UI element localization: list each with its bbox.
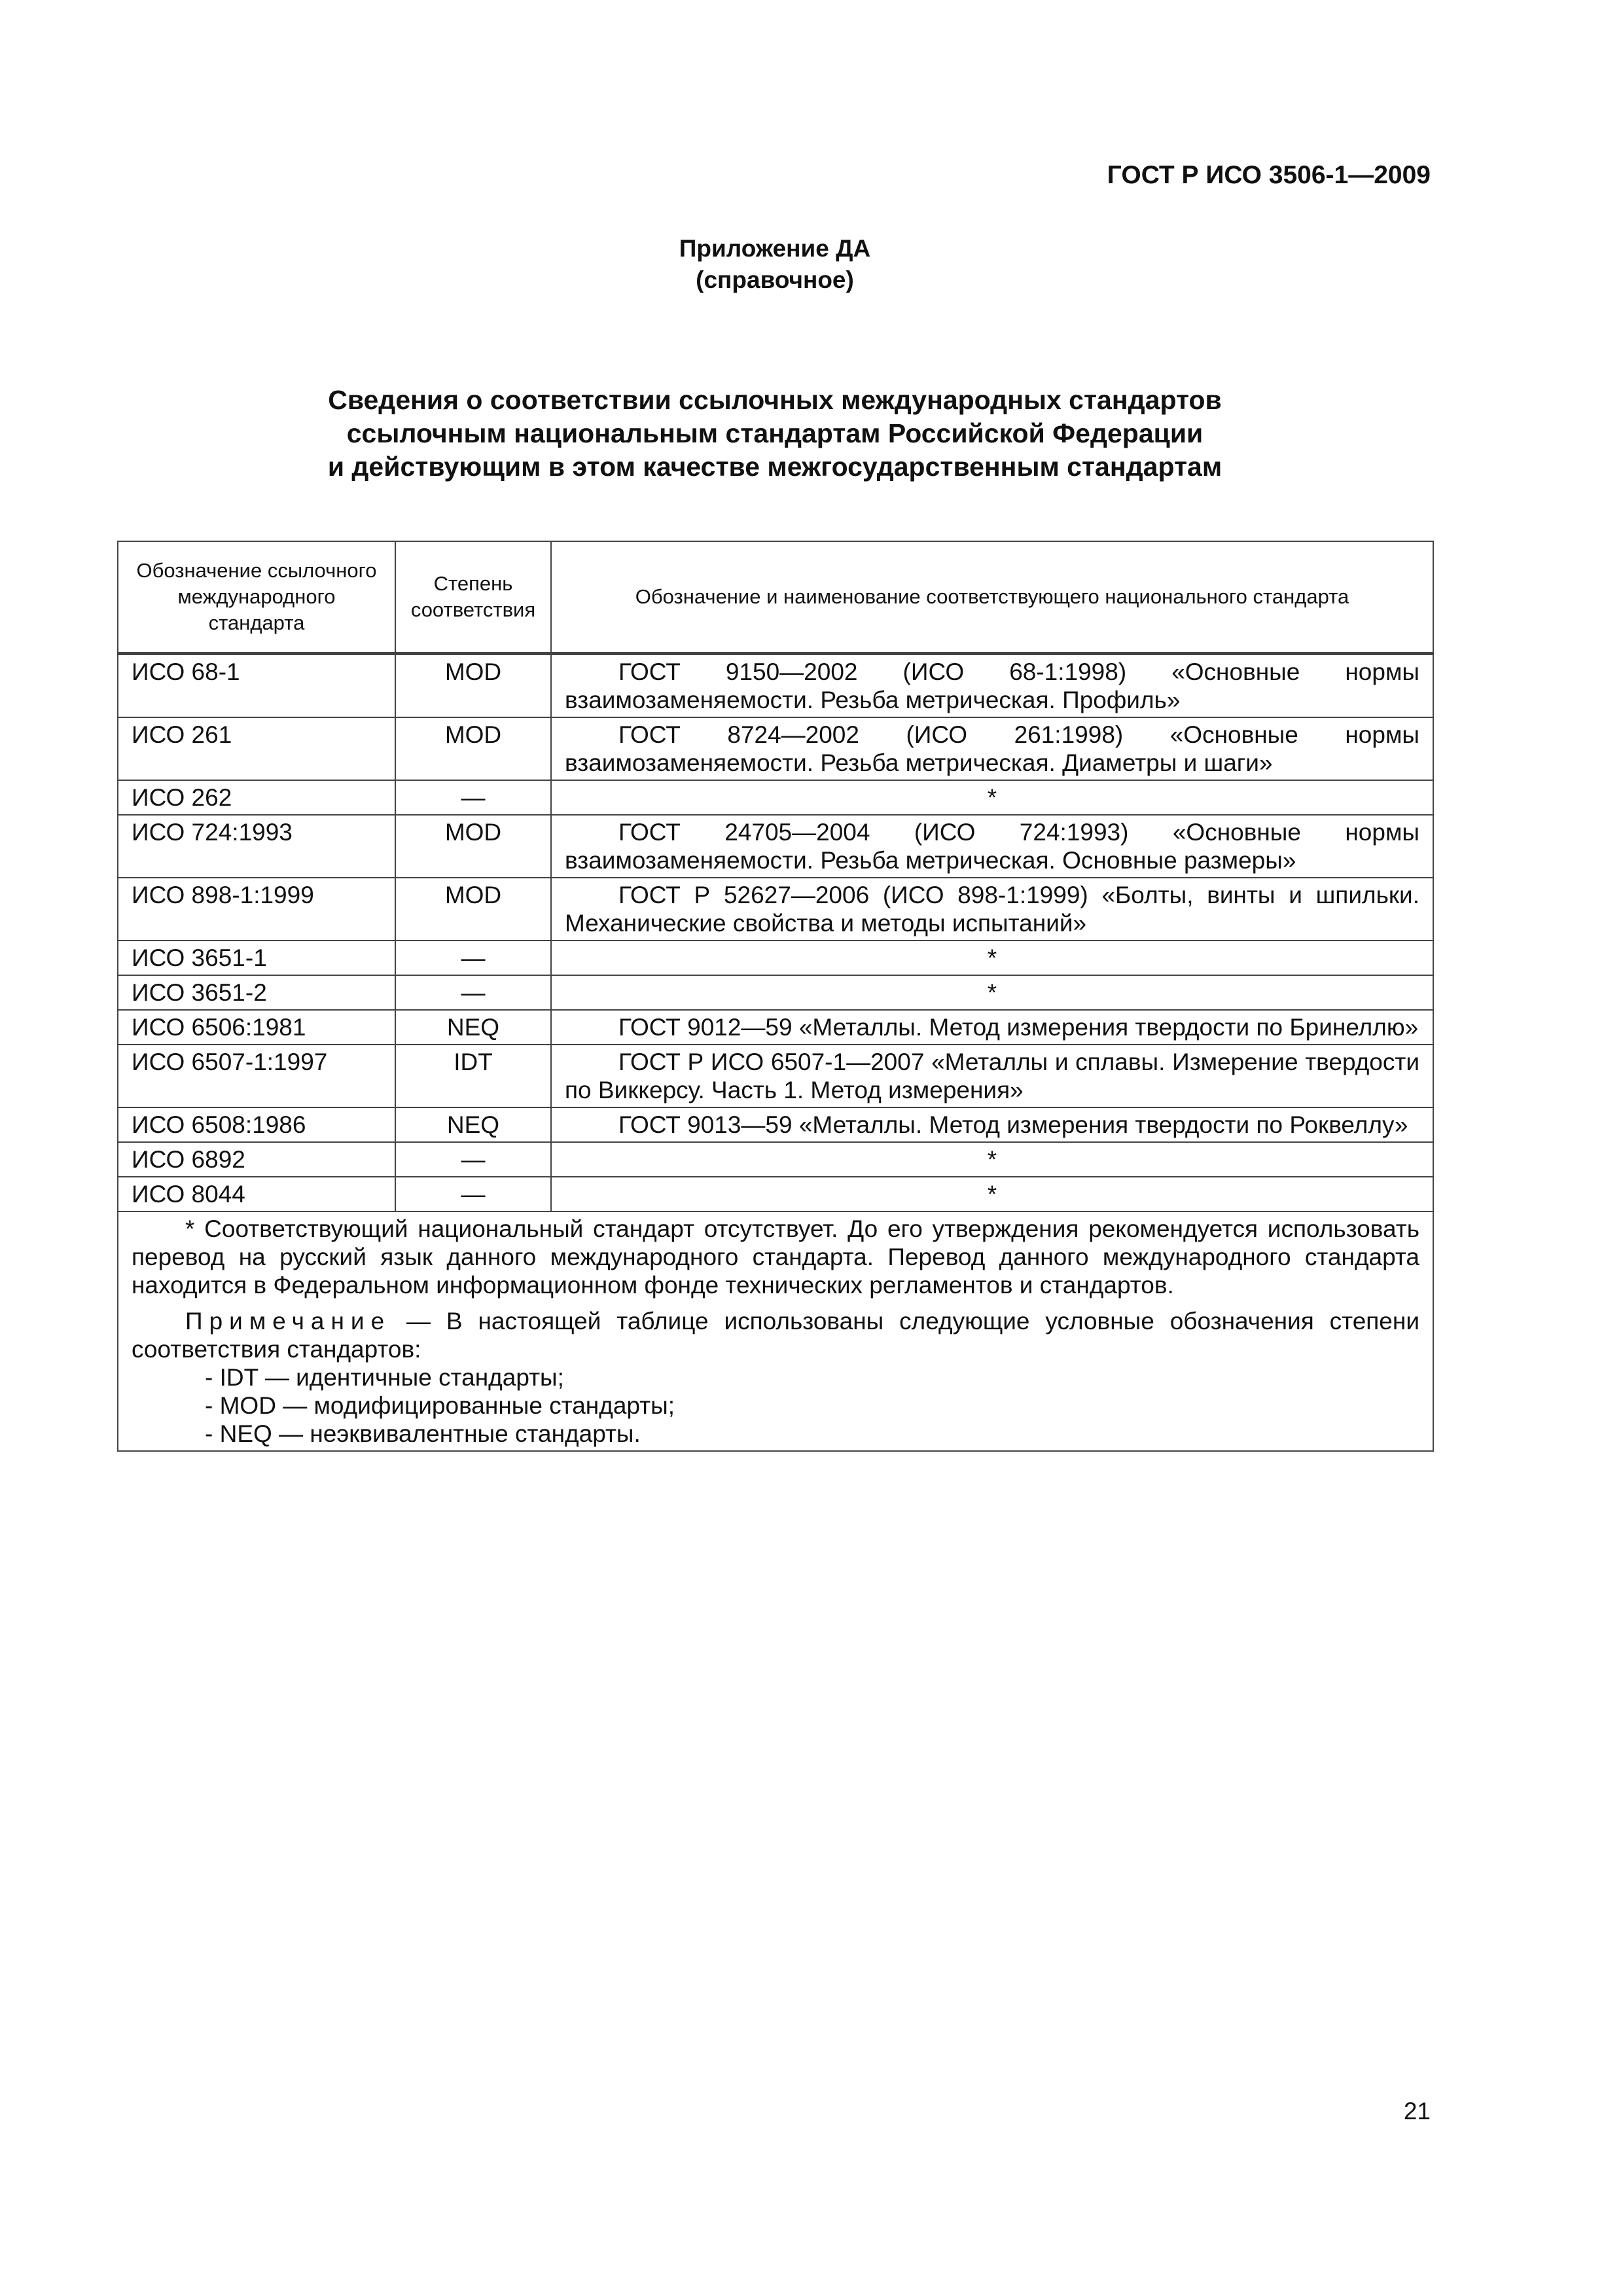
note-label: Примечание: [185, 1308, 391, 1335]
cell-international-standard: ИСО 6892: [118, 1142, 395, 1177]
table-row: [118, 1010, 1433, 1045]
table-row: [118, 1107, 1433, 1142]
cell-national-standard: *: [551, 780, 1433, 815]
cell-international-standard: ИСО 261: [118, 717, 395, 780]
document-code: ГОСТ Р ИСО 3506-1—2009: [1107, 161, 1431, 189]
cell-degree: MOD: [395, 654, 551, 718]
cell-degree: —: [395, 941, 551, 975]
appendix-heading: [0, 233, 1550, 296]
note-text: — В настоящей таблице использованы следующие условные обозначения степени соответствия стандартов:: [132, 1308, 1419, 1363]
cell-degree: —: [395, 1177, 551, 1211]
table-row: [118, 717, 1433, 780]
cell-international-standard: ИСО 898-1:1999: [118, 878, 395, 941]
appendix-subtitle: (справочное): [696, 266, 854, 293]
cell-national-standard: *: [551, 1142, 1433, 1177]
header-international-standard: Обозначение ссылочного международного стандарта: [118, 541, 395, 654]
title-line-2: ссылочным национальным стандартам Российской Федерации: [346, 418, 1204, 448]
cell-degree: MOD: [395, 717, 551, 780]
footnote: * Соответствующий национальный стандарт отсутствует. До его утверждения рекомендуется использовать перевод на русский язык данного международного стандарта. Перевод данного международного стандарта находится в Федеральном информационном фонде технических регламентов и стандартов.: [132, 1215, 1419, 1299]
table-row: [118, 1142, 1433, 1177]
table-footer-row: [118, 1211, 1433, 1451]
cell-national-standard: ГОСТ 9150—2002 (ИСО 68-1:1998) «Основные нормы взаимозаменяемости. Резьба метрическая. Профиль»: [551, 654, 1433, 718]
table-row: [118, 780, 1433, 815]
cell-national-standard: *: [551, 941, 1433, 975]
cell-national-standard: ГОСТ Р 52627—2006 (ИСО 898-1:1999) «Болты, винты и шпильки. Механические свойства и методы испытаний»: [551, 878, 1433, 941]
cell-national-standard: ГОСТ 8724—2002 (ИСО 261:1998) «Основные нормы взаимозаменяемости. Резьба метрическая. Диаметры и шаги»: [551, 717, 1433, 780]
header-degree-of-correspondence: Степень соответствия: [395, 541, 551, 654]
cell-degree: —: [395, 975, 551, 1010]
table-header-row: [118, 541, 1433, 654]
table-notes: [118, 1211, 1433, 1451]
cell-degree: IDT: [395, 1045, 551, 1107]
cell-degree: —: [395, 1142, 551, 1177]
cell-national-standard: *: [551, 975, 1433, 1010]
standards-correspondence-table: [117, 541, 1434, 1452]
cell-international-standard: ИСО 3651-2: [118, 975, 395, 1010]
cell-national-standard: ГОСТ 24705—2004 (ИСО 724:1993) «Основные нормы взаимозаменяемости. Резьба метрическая. Основные размеры»: [551, 815, 1433, 878]
cell-national-standard: ГОСТ Р ИСО 6507-1—2007 «Металлы и сплавы. Измерение твердости по Виккерсу. Часть 1. Метод измерения»: [551, 1045, 1433, 1107]
appendix-title: Приложение ДА: [679, 235, 871, 262]
cell-international-standard: ИСО 724:1993: [118, 815, 395, 878]
table-row: [118, 815, 1433, 878]
cell-international-standard: ИСО 6507-1:1997: [118, 1045, 395, 1107]
cell-international-standard: ИСО 6508:1986: [118, 1107, 395, 1142]
cell-international-standard: ИСО 68-1: [118, 654, 395, 718]
header-national-standard: Обозначение и наименование соответствующего национального стандарта: [551, 541, 1433, 654]
cell-international-standard: ИСО 8044: [118, 1177, 395, 1211]
title-line-1: Сведения о соответствии ссылочных международных стандартов: [328, 385, 1222, 415]
page-number: 21: [1403, 2098, 1431, 2125]
cell-national-standard: ГОСТ 9012—59 «Металлы. Метод измерения твердости по Бринеллю»: [551, 1010, 1433, 1045]
section-title: [0, 384, 1550, 484]
table-row: [118, 878, 1433, 941]
cell-degree: MOD: [395, 878, 551, 941]
cell-international-standard: ИСО 6506:1981: [118, 1010, 395, 1045]
legend-item: - IDT — идентичные стандарты;: [205, 1364, 564, 1391]
table-row: [118, 1045, 1433, 1107]
table-row: [118, 654, 1433, 718]
cell-degree: NEQ: [395, 1107, 551, 1142]
table-row: [118, 975, 1433, 1010]
cell-degree: —: [395, 780, 551, 815]
cell-national-standard: *: [551, 1177, 1433, 1211]
legend-item: - NEQ — неэквивалентные стандарты.: [205, 1420, 641, 1447]
legend-item: - MOD — модифицированные стандарты;: [205, 1392, 675, 1419]
table-row: [118, 1177, 1433, 1211]
table-row: [118, 941, 1433, 975]
title-line-3: и действующим в этом качестве межгосударственным стандартам: [327, 452, 1222, 482]
cell-international-standard: ИСО 262: [118, 780, 395, 815]
cell-international-standard: ИСО 3651-1: [118, 941, 395, 975]
cell-degree: NEQ: [395, 1010, 551, 1045]
note: [132, 1307, 1419, 1363]
cell-degree: MOD: [395, 815, 551, 878]
cell-national-standard: ГОСТ 9013—59 «Металлы. Метод измерения твердости по Роквеллу»: [551, 1107, 1433, 1142]
